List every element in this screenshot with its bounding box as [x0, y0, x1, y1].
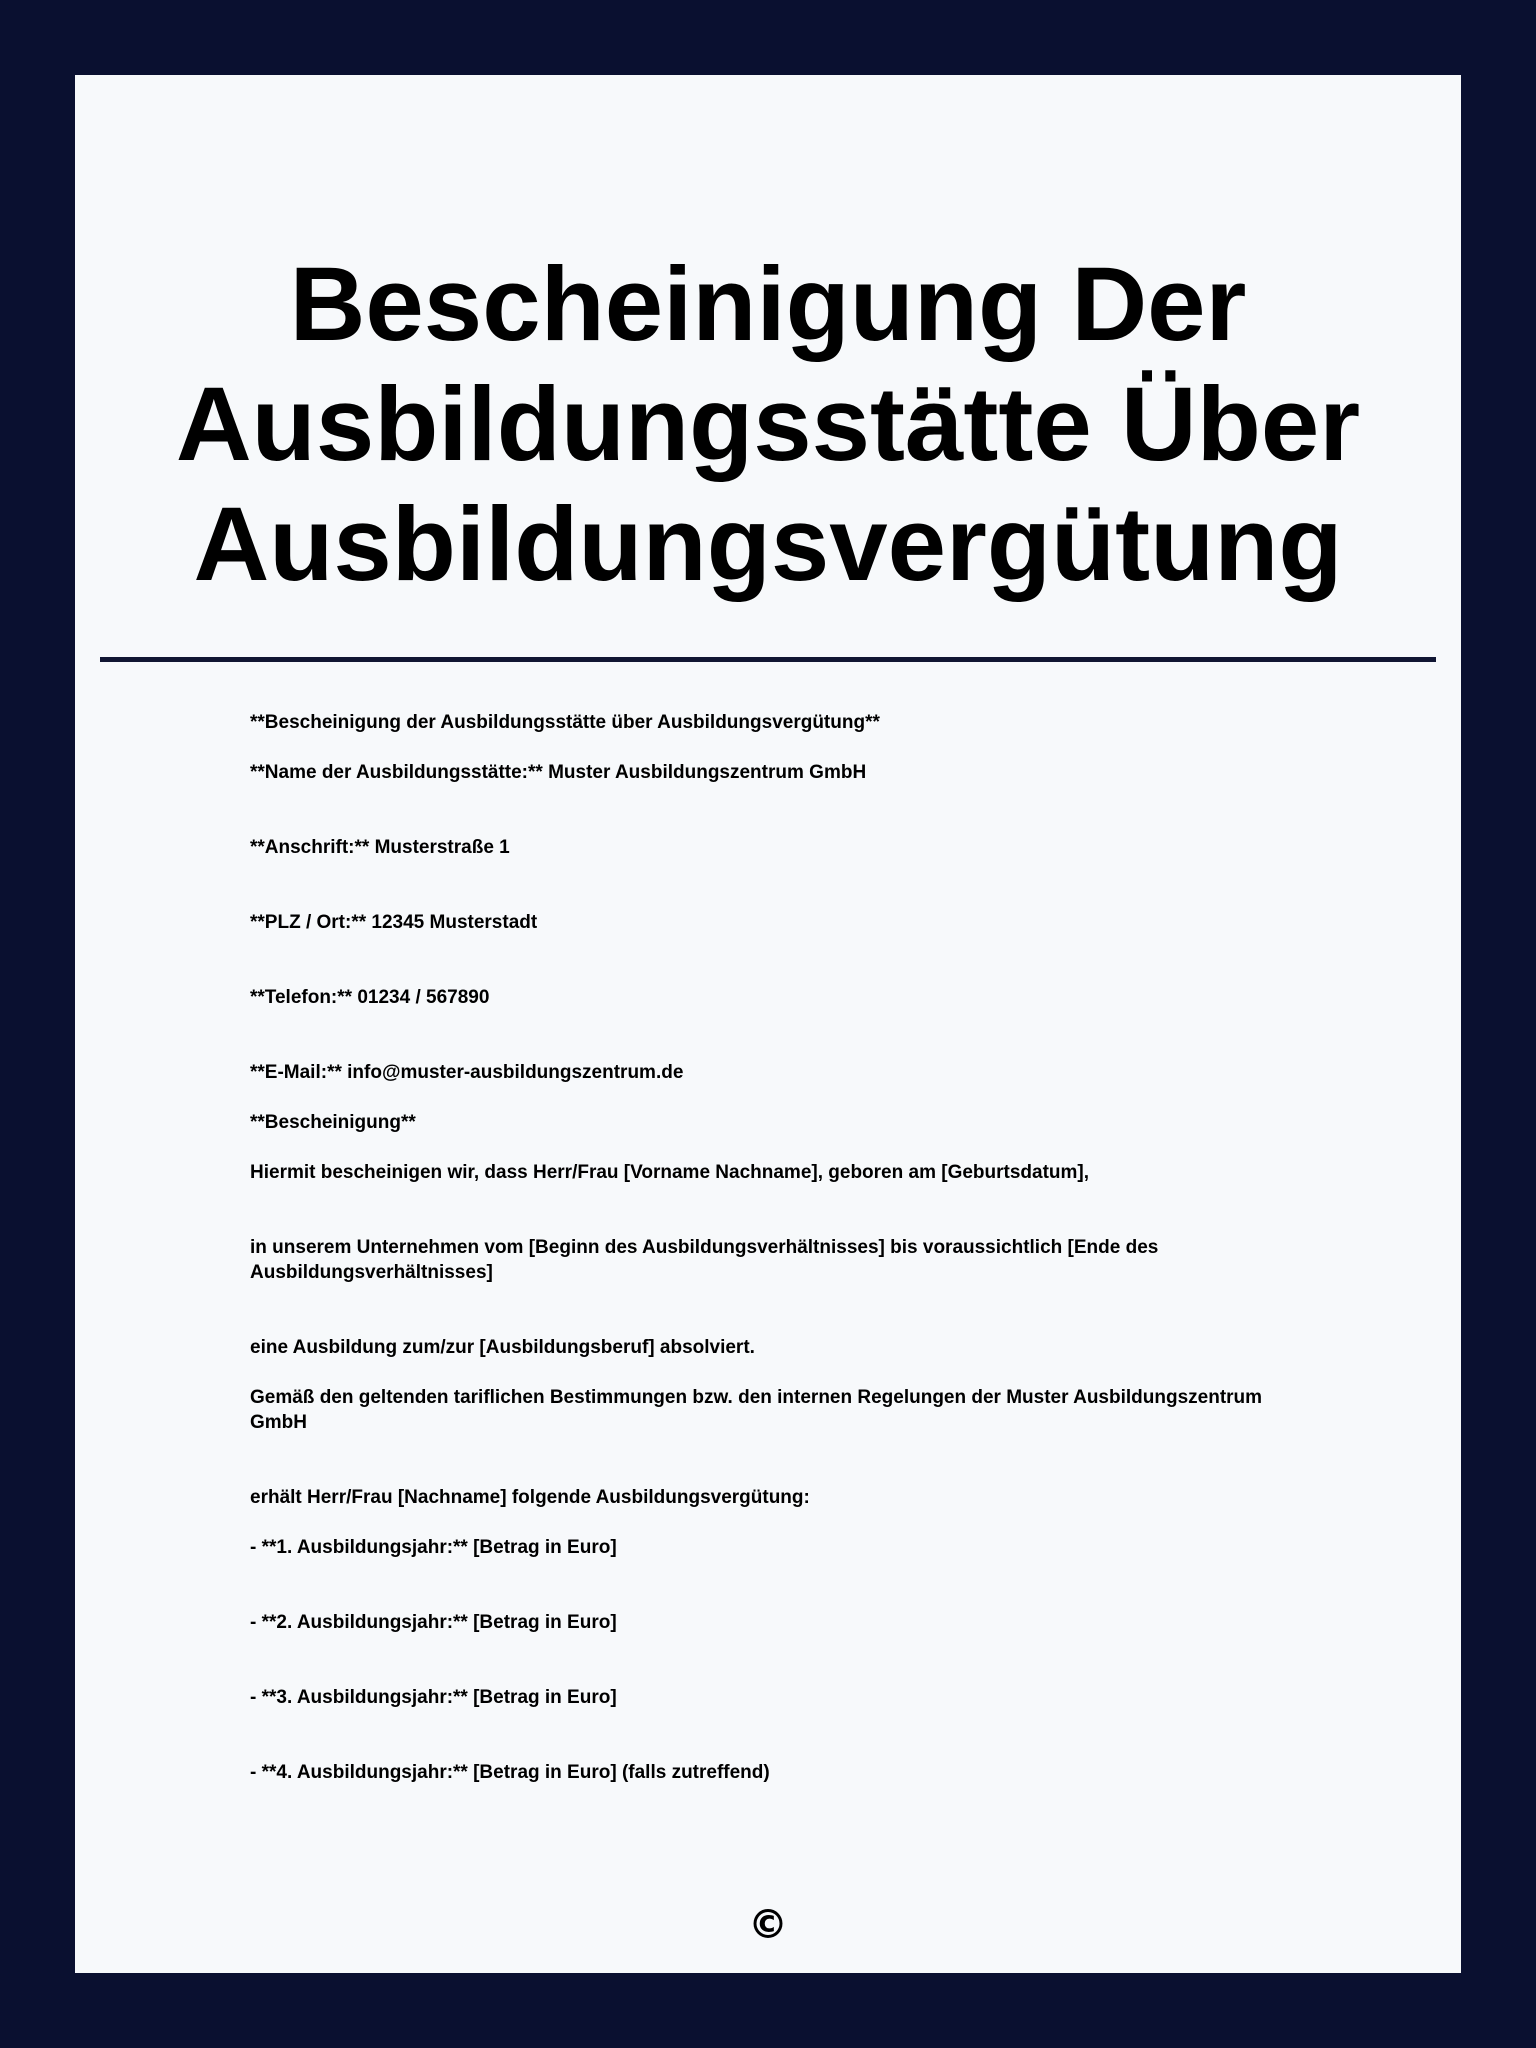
paragraph-ausbildungsberuf: eine Ausbildung zum/zur [Ausbildungsberuf] absolviert. — [250, 1337, 755, 1358]
paragraph-ausbildungsverguetung-intro: erhält Herr/Frau [Nachname] folgende Ausbildungsvergütung: — [250, 1487, 810, 1508]
copyright-icon: © — [748, 1902, 788, 1948]
field-telefon: **Telefon:** 01234 / 567890 — [250, 987, 490, 1008]
paragraph-hiermit-bescheinigen: Hiermit bescheinigen wir, dass Herr/Frau [Vorname Nachname], geboren am [Geburtsdatum], — [250, 1162, 1090, 1183]
document-title: Bescheinigung Der Ausbildungsstätte Über Ausbildungsvergütung — [175, 246, 1361, 603]
field-anschrift: **Anschrift:** Musterstraße 1 — [250, 837, 510, 858]
title-divider — [100, 657, 1436, 662]
document-page — [75, 75, 1461, 1973]
paragraph-tarifliche-bestimmungen: Gemäß den geltenden tariflichen Bestimmungen bzw. den internen Regelungen der Muster Ausbildungszentrum GmbH — [250, 1387, 1263, 1433]
field-email: **E-Mail:** info@muster-ausbildungszentrum.de — [250, 1062, 684, 1083]
heading-bescheinigung-der-ausbildungsstaette: **Bescheinigung der Ausbildungsstätte über Ausbildungsvergütung** — [250, 712, 880, 733]
field-name-der-ausbildungsstaette: **Name der Ausbildungsstätte:** Muster Ausbildungszentrum GmbH — [250, 762, 867, 783]
paragraph-ausbildungsverhaeltnis: in unserem Unternehmen vom [Beginn des Ausbildungsverhältnisses] bis voraussichtlich [Ende des Ausbildungsverhältnisses] — [250, 1237, 1159, 1283]
heading-bescheinigung: **Bescheinigung** — [250, 1112, 416, 1133]
list-item-ausbildungsjahr-2: - **2. Ausbildungsjahr:** [Betrag in Euro] — [250, 1612, 617, 1633]
list-item-ausbildungsjahr-1: - **1. Ausbildungsjahr:** [Betrag in Euro] — [250, 1537, 617, 1558]
list-item-ausbildungsjahr-4: - **4. Ausbildungsjahr:** [Betrag in Euro] (falls zutreffend) — [250, 1762, 770, 1783]
list-item-ausbildungsjahr-3: - **3. Ausbildungsjahr:** [Betrag in Euro] — [250, 1687, 617, 1708]
field-plz-ort: **PLZ / Ort:** 12345 Musterstadt — [250, 912, 538, 933]
